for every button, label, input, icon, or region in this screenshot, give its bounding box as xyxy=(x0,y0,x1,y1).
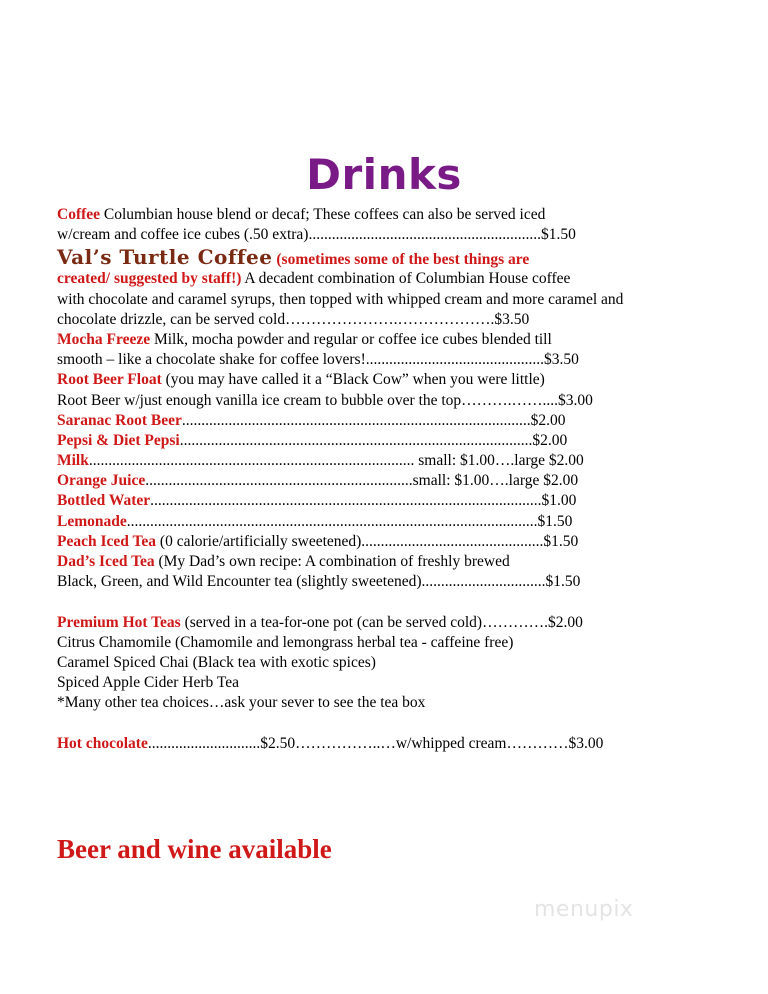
item-name: Dad’s Iced Tea xyxy=(57,553,155,570)
item-price: (0 calorie/artificially sweetened)...............................................$1.50 xyxy=(156,532,579,550)
item-price: ..........................................................................................$2.00 xyxy=(181,411,566,429)
item-note: created/ suggested by staff!) xyxy=(57,270,242,288)
pepsi-item xyxy=(57,431,717,451)
item-desc: (you may have called it a “Black Cow” when you were little) xyxy=(161,371,545,389)
item-desc-line: Root Beer w/just enough vanilla ice cream to bubble over the top……….……....$3.00 xyxy=(57,391,593,409)
item-name: Val’s Turtle Coffee xyxy=(57,245,273,270)
item-name: Root Beer Float xyxy=(57,371,162,389)
saranac-item xyxy=(57,411,717,431)
mocha-item xyxy=(57,330,717,350)
item-desc: Columbian house blend or decaf; These coffees can also be served iced xyxy=(100,206,546,223)
item-name: Hot chocolate xyxy=(57,734,148,752)
dads-tea-item xyxy=(57,552,717,572)
item-price: ..........................................................................................................$1.50 xyxy=(126,512,573,530)
item-price: .............................$2.50……………..…w/whipped cream…………$3.00 xyxy=(147,734,604,752)
turtle-item xyxy=(57,245,717,269)
orange-juice-item xyxy=(57,471,717,491)
bottled-water-item xyxy=(57,491,717,511)
item-name: Orange Juice xyxy=(57,472,146,490)
spacer xyxy=(57,592,717,612)
peach-tea-item xyxy=(57,532,717,552)
milk-item xyxy=(57,451,717,471)
tea-option: Caramel Spiced Chai (Black tea with exotic spices) xyxy=(57,653,376,671)
page-title: Drinks xyxy=(306,150,462,199)
watermark-logo: menupix xyxy=(534,897,634,922)
item-note: (sometimes some of the best things are xyxy=(276,251,530,269)
item-name: Saranac Root Beer xyxy=(57,411,182,429)
item-price: .....................................................................small: $1.00….large $2.00 xyxy=(145,472,579,490)
item-name: Bottled Water xyxy=(57,492,151,510)
beer-wine-note: Beer and wine available xyxy=(57,834,332,864)
item-name: Pepsi & Diet Pepsi xyxy=(57,431,180,449)
hot-chocolate-item xyxy=(57,734,717,754)
item-desc-line: w/cream and coffee ice cubes (.50 extra)............................................................$1.50 xyxy=(57,226,576,244)
item-desc-line: with chocolate and caramel syrups, then topped with whipped cream and more caramel and xyxy=(57,290,624,308)
drinks-menu xyxy=(57,205,717,754)
turtle-desc-line xyxy=(57,269,717,289)
item-price: .....................................................................................................$1.00 xyxy=(150,492,577,510)
item-name: Lemonade xyxy=(57,512,127,530)
hot-teas-item xyxy=(57,613,717,633)
item-desc-line: chocolate drizzle, can be served cold………………….……………….$3.50 xyxy=(57,310,530,328)
item-name: Premium Hot Teas xyxy=(57,613,181,631)
item-name: Coffee xyxy=(57,206,101,223)
tea-option: Spiced Apple Cider Herb Tea xyxy=(57,674,239,692)
item-desc: (served in a tea-for-one pot (can be served cold)………….$2.00 xyxy=(180,613,583,631)
item-name: Peach Iced Tea xyxy=(57,532,157,550)
spacer xyxy=(57,714,717,734)
item-desc: A decadent combination of Columbian House coffee xyxy=(241,270,571,288)
item-desc-line: smooth – like a chocolate shake for coffee lovers!..............................................$3.50 xyxy=(57,351,579,369)
item-price: .................................................................................... small: $1.00….large $2.00 xyxy=(88,452,584,470)
lemonade-item xyxy=(57,512,717,532)
tea-option: Citrus Chamomile (Chamomile and lemongrass herbal tea - caffeine free) xyxy=(57,633,514,651)
item-name: Mocha Freeze xyxy=(57,330,151,348)
coffee-item xyxy=(57,205,717,225)
rootbeer-float-item xyxy=(57,370,717,390)
item-desc-line: Black, Green, and Wild Encounter tea (slightly sweetened)................................$1.50 xyxy=(57,573,581,591)
tea-note: *Many other tea choices…ask your sever to see the tea box xyxy=(57,694,426,712)
item-name: Milk xyxy=(57,452,89,470)
item-desc: Milk, mocha powder and regular or coffee ice cubes blended till xyxy=(150,330,552,348)
item-price: ...........................................................................................$2.00 xyxy=(179,431,568,449)
item-desc: (My Dad’s own recipe: A combination of freshly brewed xyxy=(154,553,510,570)
